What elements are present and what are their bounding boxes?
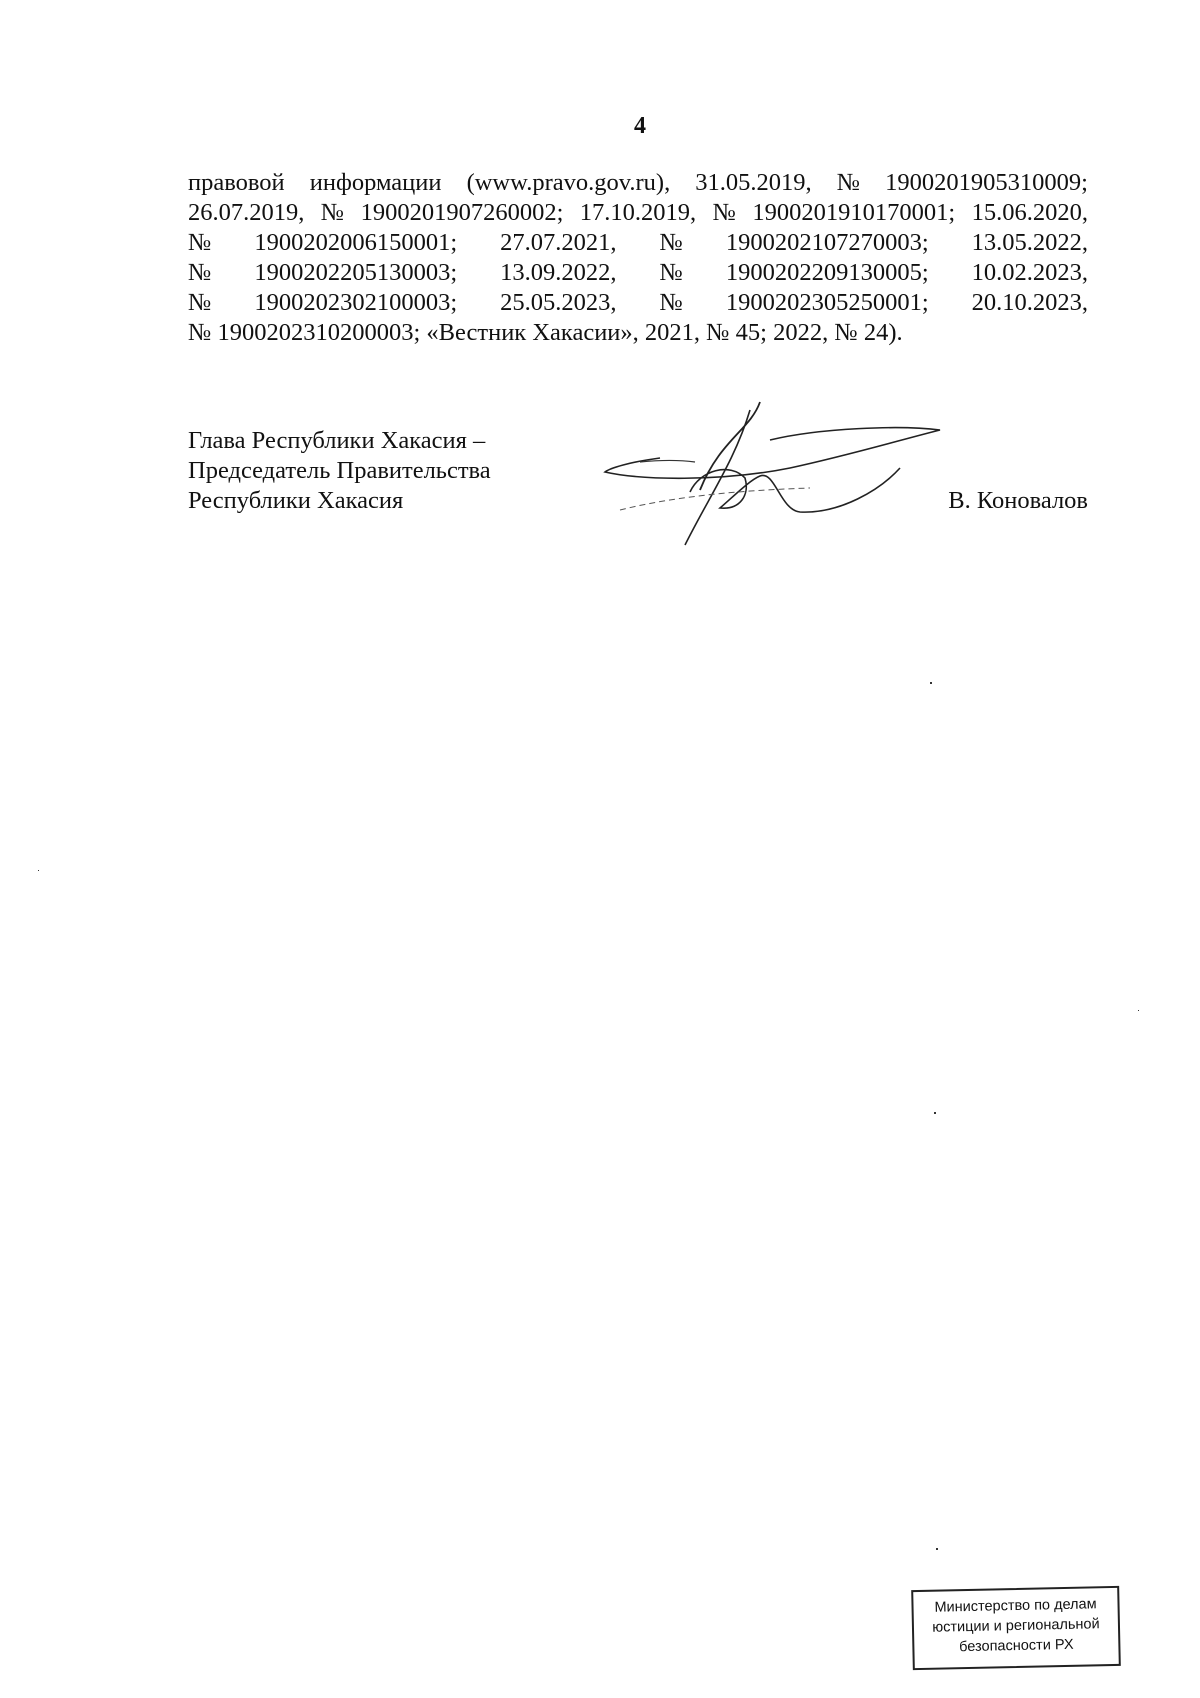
stamp-line: безопасности РХ <box>959 1636 1074 1656</box>
body-line-6: № 1900202310200003; «Вестник Хакасии», 2021, № 45; 2022, № 24). <box>188 319 903 346</box>
word: 1900202209130005; <box>725 259 929 286</box>
signatory-title-line: Председатель Правительства <box>188 457 491 484</box>
signatory-title-line: Глава Республики Хакасия – <box>188 427 486 454</box>
handwritten-signature <box>600 400 950 550</box>
body-line-4 <box>188 258 1088 288</box>
word: 1900202107270003; <box>725 229 929 256</box>
body-text <box>188 168 1088 348</box>
word: информации <box>309 169 442 196</box>
word: № <box>659 229 683 256</box>
body-line-5 <box>188 288 1088 318</box>
body-line-3 <box>188 228 1088 258</box>
signatory-title <box>188 426 491 516</box>
word: № <box>188 229 212 256</box>
scan-speck <box>936 1548 938 1550</box>
word: 1900202006150001; <box>254 229 458 256</box>
page-number: 4 <box>634 113 646 139</box>
word: 1900202302100003; <box>254 289 458 316</box>
word: 13.05.2022, <box>971 229 1088 256</box>
word: 31.05.2019, <box>695 169 812 196</box>
scan-speck <box>38 870 39 871</box>
stamp-line: Министерство по делам <box>934 1596 1097 1616</box>
word: № <box>712 199 736 226</box>
scan-speck <box>1138 1010 1139 1011</box>
signatory-title-line: Республики Хакасия <box>188 487 404 514</box>
scan-speck <box>930 682 932 684</box>
word: 1900201905310009; <box>885 169 1088 196</box>
word: 10.02.2023, <box>971 259 1088 286</box>
word: 20.10.2023, <box>971 289 1088 316</box>
word: 17.10.2019, <box>579 199 697 226</box>
word: 25.05.2023, <box>500 289 617 316</box>
body-line-2 <box>188 198 1088 228</box>
word: 1900202305250001; <box>725 289 929 316</box>
word: (www.pravo.gov.ru), <box>466 169 671 196</box>
word: 27.07.2021, <box>500 229 617 256</box>
word: 15.06.2020, <box>971 199 1088 226</box>
word: № <box>659 289 683 316</box>
registration-stamp <box>911 1586 1121 1670</box>
scan-speck <box>934 1112 936 1114</box>
word: 26.07.2019, <box>188 199 305 226</box>
word: № <box>659 259 683 286</box>
word: правовой <box>188 169 285 196</box>
word: 13.09.2022, <box>500 259 617 286</box>
word: 1900201907260002; <box>360 199 564 226</box>
stamp-line: юстиции и региональной <box>932 1616 1100 1636</box>
word: № <box>836 169 861 196</box>
word: 1900201910170001; <box>752 199 956 226</box>
word: № <box>188 289 212 316</box>
word: 1900202205130003; <box>254 259 458 286</box>
word: № <box>188 259 212 286</box>
body-line-1 <box>188 168 1088 198</box>
signer-name: В. Коновалов <box>948 487 1088 514</box>
word: № <box>320 199 345 226</box>
